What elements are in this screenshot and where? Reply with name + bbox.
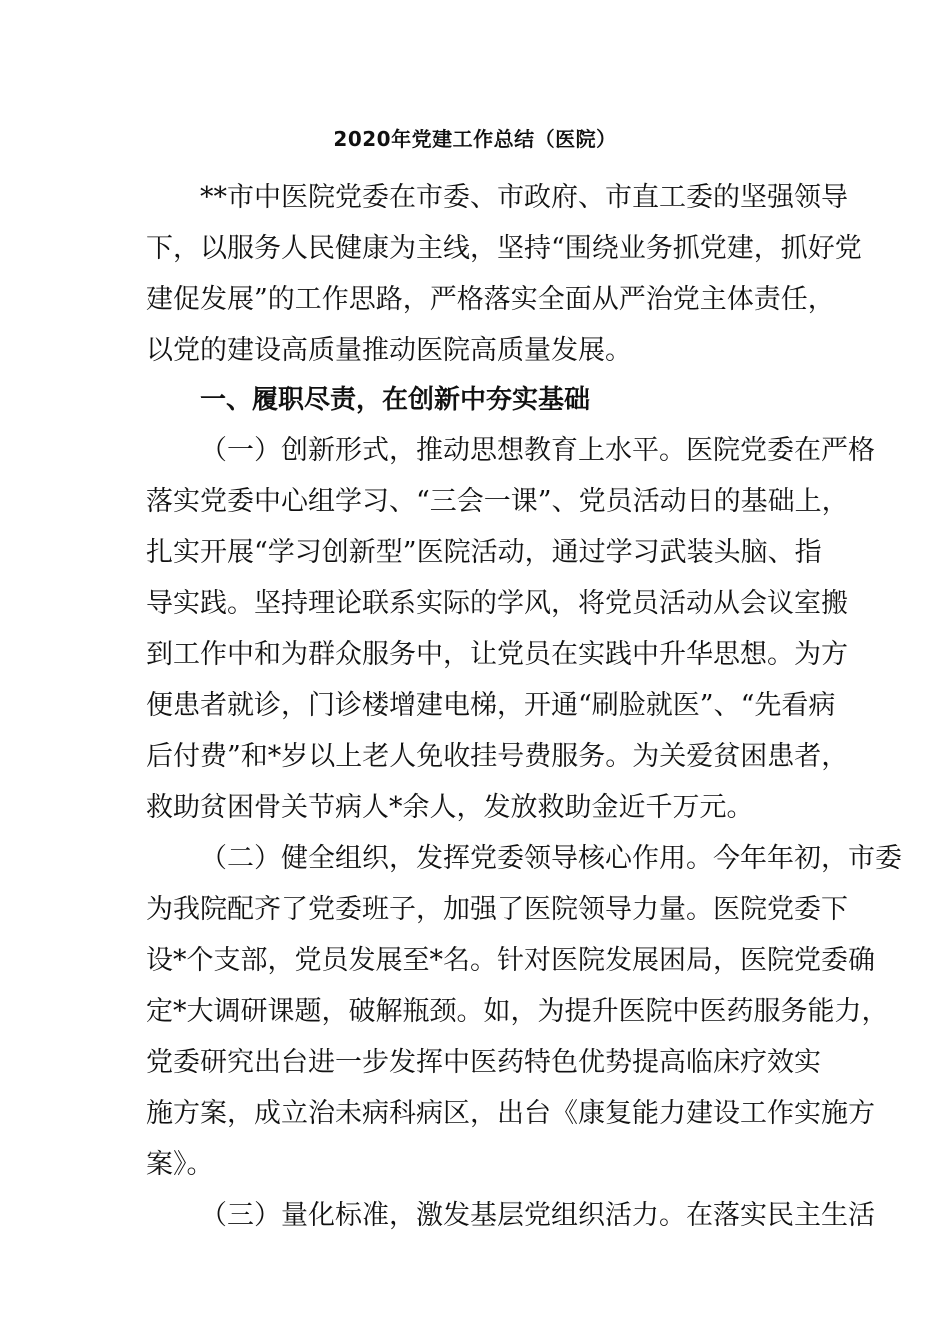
paragraph-line: 便患者就诊，门诊楼增建电梯，开通“刷脸就医”、“先看病 bbox=[146, 690, 836, 721]
paragraph-line: 救助贫困骨关节病人*余人，发放救助金近千万元。 bbox=[146, 792, 754, 823]
paragraph-line: 后付费”和*岁以上老人免收挂号费服务。为关爱贫困患者， bbox=[146, 741, 849, 772]
paragraph-line: 以党的建设高质量推动医院高质量发展。 bbox=[146, 335, 632, 366]
paragraph-line: 为我院配齐了党委班子，加强了医院领导力量。医院党委下 bbox=[146, 894, 848, 925]
paragraph-line: 扎实开展“学习创新型”医院活动，通过学习武装头脑、指 bbox=[146, 537, 822, 568]
paragraph-line: 施方案，成立治未病科病区，出台《康复能力建设工作实施方 bbox=[146, 1098, 875, 1129]
paragraph-line: （二）健全组织，发挥党委领导核心作用。今年年初，市委 bbox=[200, 843, 902, 874]
paragraph-line: 设*个支部，党员发展至*名。针对医院发展困局，医院党委确 bbox=[146, 945, 875, 976]
paragraph-line: 到工作中和为群众服务中，让党员在实践中升华思想。为方 bbox=[146, 639, 848, 670]
paragraph-line: 党委研究出台进一步发挥中医药特色优势提高临床疗效实 bbox=[146, 1047, 821, 1078]
paragraph-line: 定*大调研课题，破解瓶颈。如，为提升医院中医药服务能力， bbox=[146, 996, 889, 1027]
paragraph-line: （一）创新形式，推动思想教育上水平。医院党委在严格 bbox=[200, 435, 875, 466]
section-heading: 一、履职尽责，在创新中夯实基础 bbox=[200, 385, 591, 415]
paragraph-line: 案》。 bbox=[146, 1149, 214, 1180]
paragraph-line: 导实践。坚持理论联系实际的学风，将党员活动从会议室搬 bbox=[146, 588, 848, 619]
document-title: 2020年党建工作总结（医院） bbox=[333, 127, 617, 151]
paragraph-line: 落实党委中心组学习、“三会一课”、党员活动日的基础上， bbox=[146, 486, 849, 517]
paragraph-line: 建促发展”的工作思路，严格落实全面从严治党主体责任， bbox=[146, 284, 835, 315]
paragraph-line: **市中医院党委在市委、市政府、市直工委的坚强领导 bbox=[200, 182, 848, 213]
paragraph-line: （三）量化标准，激发基层党组织活力。在落实民主生活 bbox=[200, 1200, 875, 1231]
paragraph-line: 下，以服务人民健康为主线，坚持“围绕业务抓党建，抓好党 bbox=[146, 233, 862, 264]
